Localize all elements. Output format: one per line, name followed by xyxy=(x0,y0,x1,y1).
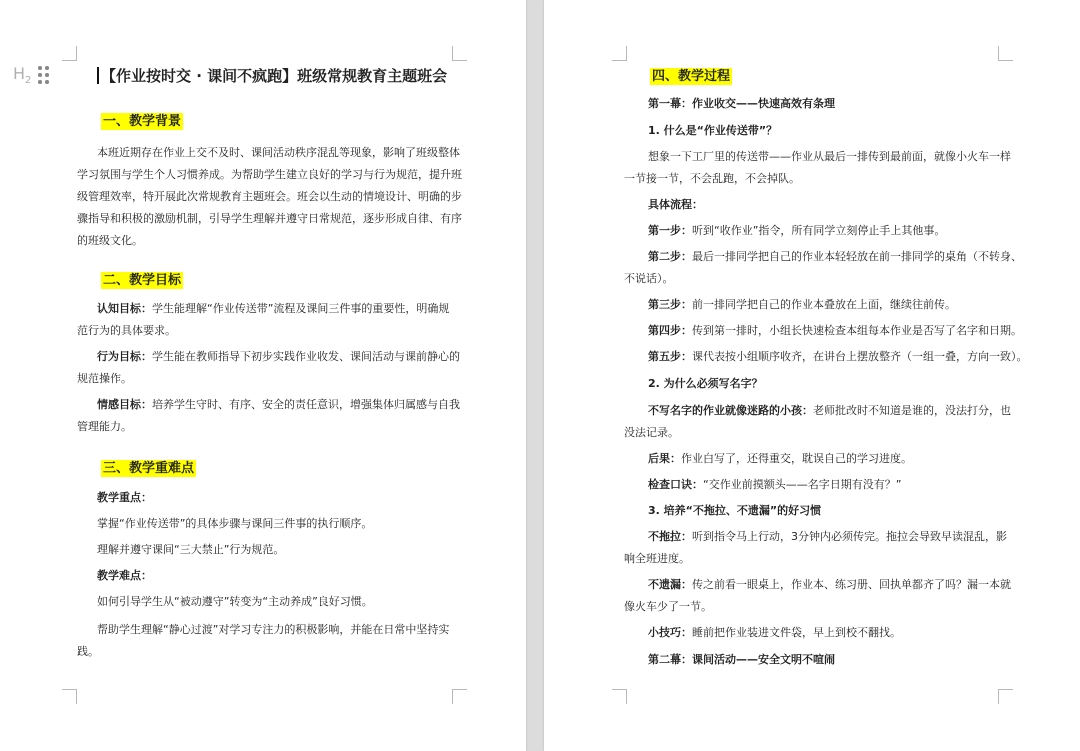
margin-corner-mark xyxy=(612,46,627,61)
margin-corner-mark xyxy=(998,689,1013,704)
step-item[interactable]: 第二步：最后一排同学把自己的作业本轻轻放在前一排同学的桌角（不转身、 xyxy=(648,250,1022,263)
paragraph-line[interactable]: 骤指导和积极的激励机制，引导学生理解并遵守日常规范，逐步形成自律、有序 xyxy=(77,212,462,225)
text-cursor xyxy=(97,67,99,84)
paragraph-line[interactable]: 像火车少了一节。 xyxy=(624,600,712,613)
step-item[interactable]: 第三步：前一排同学把自己的作业本叠放在上面，继续往前传。 xyxy=(648,298,956,311)
margin-corner-mark xyxy=(62,689,77,704)
paragraph-line[interactable]: 想象一下工厂里的传送带——作业从最后一排传到最前面，就像小火车一样 xyxy=(648,150,1011,163)
note-item[interactable]: 检查口诀：“交作业前摸额头——名字日期有没有？” xyxy=(648,478,902,491)
paragraph-line[interactable]: 帮助学生理解“静心过渡”对学习专注力的积极影响，并能在日常中坚持实 xyxy=(97,623,450,636)
section-heading-goals[interactable]: 二、教学目标 xyxy=(103,273,182,288)
act-heading[interactable]: 第一幕：作业收交——快速高效有条理 xyxy=(648,97,835,110)
paragraph-line[interactable]: 范行为的具体要求。 xyxy=(77,324,176,337)
paragraph-line[interactable]: 本班近期存在作业上交不及时、课间活动秩序混乱等现象，影响了班级整体 xyxy=(97,146,460,159)
goal-cognitive[interactable]: 认知目标：学生能理解“作业传送带”流程及课间三件事的重要性，明确规 xyxy=(97,302,450,315)
document-page-left xyxy=(0,0,526,751)
step-item[interactable]: 第五步：课代表按小组顺序收齐，在讲台上摆放整齐（一组一叠，方向一致）。 xyxy=(648,350,1028,363)
paragraph-line[interactable]: 学习氛围与学生个人习惯养成。为帮助学生建立良好的学习与行为规范，提升班 xyxy=(77,168,462,181)
paragraph-line[interactable]: 管理能力。 xyxy=(77,420,132,433)
paragraph-line[interactable]: 掌握“作业传送带”的具体步骤与课间三件事的执行顺序。 xyxy=(97,517,373,530)
habit-item[interactable]: 小技巧：睡前把作业装进文件袋，早上到校不翻找。 xyxy=(648,626,901,639)
paragraph-line[interactable]: 级管理效率，特开展此次常规教育主题班会。班会以生动的情境设计、明确的步 xyxy=(77,190,462,203)
step-item[interactable]: 第四步：传到第一排时，小组长快速检查本组每本作业是否写了名字和日期。 xyxy=(648,324,1022,337)
paragraph-line[interactable]: 理解并遵守课间“三大禁止”行为规范。 xyxy=(97,543,285,556)
margin-corner-mark xyxy=(62,46,77,61)
page-gap xyxy=(526,0,544,751)
question-heading[interactable]: 1. 什么是“作业传送带”？ xyxy=(648,124,778,137)
heading-level-icon[interactable]: $H_2$ xyxy=(13,64,32,87)
habit-item[interactable]: 不遗漏：传之前看一眼桌上，作业本、练习册、回执单都齐了吗？漏一本就 xyxy=(648,578,1011,591)
drag-handle-icon[interactable] xyxy=(38,66,50,84)
flow-label[interactable]: 具体流程： xyxy=(648,198,703,211)
paragraph-line[interactable]: 一节接一节，不会乱跑，不会掉队。 xyxy=(624,172,800,185)
difficulty-label[interactable]: 教学难点： xyxy=(97,569,152,582)
key-point-label[interactable]: 教学重点： xyxy=(97,491,152,504)
note-item[interactable]: 后果：作业白写了，还得重交，耽误自己的学习进度。 xyxy=(648,452,912,465)
margin-corner-mark xyxy=(612,689,627,704)
paragraph-line[interactable]: 如何引导学生从“被动遵守”转变为“主动养成”良好习惯。 xyxy=(97,595,373,608)
paragraph-line[interactable]: 的班级文化。 xyxy=(77,234,143,247)
section-heading-background[interactable]: 一、教学背景 xyxy=(103,114,182,129)
margin-corner-mark xyxy=(452,689,467,704)
margin-corner-mark xyxy=(452,46,467,61)
document-page-right xyxy=(544,0,1080,751)
margin-corner-mark xyxy=(998,46,1013,61)
document-title[interactable]: 【作业按时交 · 课间不疯跑】班级常规教育主题班会 xyxy=(101,67,448,85)
paragraph-line[interactable]: 响全班进度。 xyxy=(624,552,690,565)
question-heading[interactable]: 2. 为什么必须写名字？ xyxy=(648,377,763,390)
section-heading-process[interactable]: 四、教学过程 xyxy=(652,69,731,84)
act-heading[interactable]: 第二幕：课间活动——安全文明不喧闹 xyxy=(648,653,835,666)
paragraph-line[interactable]: 没法记录。 xyxy=(624,426,679,439)
step-item[interactable]: 第一步：听到“收作业”指令，所有同学立刻停止手上其他事。 xyxy=(648,224,946,237)
question-heading[interactable]: 3. 培养“不拖拉、不遗漏”的好习惯 xyxy=(648,504,822,517)
paragraph-line[interactable]: 践。 xyxy=(77,645,99,658)
habit-item[interactable]: 不拖拉：听到指令马上行动，3分钟内必须传完。拖拉会导致早读混乱，影 xyxy=(648,530,1007,543)
goal-behavior[interactable]: 行为目标：学生能在教师指导下初步实践作业收发、课间活动与课前静心的 xyxy=(97,350,460,363)
section-heading-key-points[interactable]: 三、教学重难点 xyxy=(103,461,195,476)
goal-emotion[interactable]: 情感目标：培养学生守时、有序、安全的责任意识，增强集体归属感与自我 xyxy=(97,398,460,411)
note-item[interactable]: 不写名字的作业就像迷路的小孩：老师批改时不知道是谁的，没法打分，也 xyxy=(648,404,1011,417)
paragraph-line[interactable]: 规范操作。 xyxy=(77,372,132,385)
paragraph-line[interactable]: 不说话）。 xyxy=(624,272,674,285)
